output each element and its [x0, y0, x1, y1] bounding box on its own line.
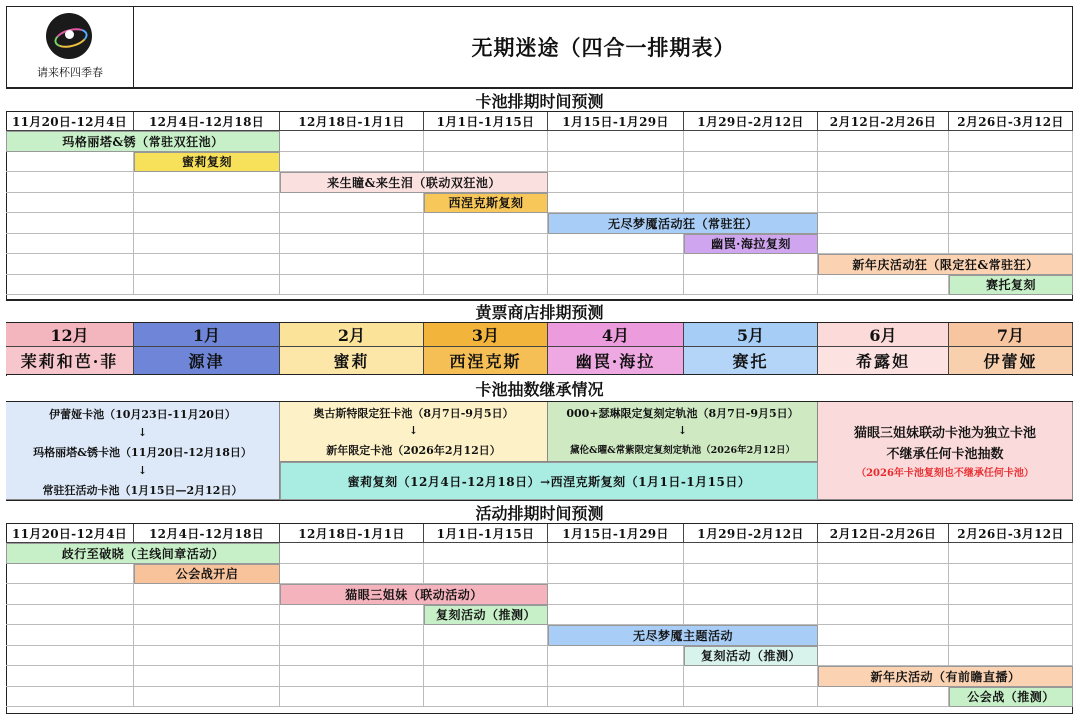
grid-cell: [424, 275, 548, 296]
grid-cell: [818, 193, 949, 214]
grid-cell: [6, 193, 134, 214]
event_schedule-bar: 复刻活动（推测）: [424, 605, 548, 626]
grid-cell: [6, 666, 134, 687]
shop-character: 蜜莉: [280, 347, 424, 375]
grid-cell: [684, 666, 818, 687]
inheritance-title: 卡池抽数继承情况: [6, 376, 1073, 402]
pool_schedule-bar: 幽罠·海拉复刻: [684, 234, 818, 255]
grid-cell: [424, 666, 548, 687]
inheritance-col3: [548, 402, 818, 462]
shop-character: 源津: [134, 347, 280, 375]
grid-cell: [818, 687, 949, 708]
inheritance-col4-col4_line1: 猫眼三姐妹联动卡池为独立卡池: [853, 426, 1036, 441]
event_schedule-column-header: 2月12日-2月26日: [818, 524, 949, 543]
pool_schedule-bar: 赛托复刻: [949, 275, 1073, 296]
grid-cell: [280, 234, 424, 255]
pool_schedule-column-header: 1月29日-2月12日: [684, 112, 818, 131]
grid-cell: [818, 605, 949, 626]
grid-cell: [548, 152, 684, 173]
inheritance-col1-line: ↓: [137, 426, 148, 439]
pool_schedule-column-header: 12月4日-12月18日: [134, 112, 280, 131]
grid-cell: [280, 666, 424, 687]
grid-cell: [280, 131, 424, 152]
inheritance-col1-line: ↓: [137, 464, 148, 477]
pool_schedule-bar: 蜜莉复刻: [134, 152, 280, 173]
grid-cell: [424, 213, 548, 234]
grid-cell: [134, 275, 280, 296]
inheritance-col1-line: 伊蕾娅卡池（10月23日-11月20日）: [49, 408, 236, 421]
shop-month: 1月: [134, 323, 280, 347]
grid-cell: [548, 193, 684, 214]
inheritance-col1: [6, 402, 280, 500]
inheritance-col2-line: ↓: [408, 424, 419, 437]
inheritance-col3-line: 黛伦&曜&常紫限定复刻定轨池（2026年2月12日）: [570, 445, 795, 456]
inheritance-bottom-bar: 蜜莉复刻（12月4日-12月18日）→西涅克斯复刻（1月1日-1月15日）: [280, 462, 818, 500]
grid-cell: [134, 625, 280, 646]
grid-cell: [280, 605, 424, 626]
event_schedule-bar: 歧行至破晓（主线间章活动）: [6, 543, 280, 564]
grid-cell: [134, 605, 280, 626]
inheritance-col4-col4_line2: 不继承任何卡池抽数: [886, 447, 1004, 462]
inheritance-col1-line: 常驻狂活动卡池（1月15日—2月12日）: [42, 484, 243, 497]
grid-cell: [6, 646, 134, 667]
grid-cell: [548, 131, 684, 152]
shop-month: 7月: [949, 323, 1073, 347]
grid-cell: [684, 193, 818, 214]
pool_schedule-column-header: 2月12日-2月26日: [818, 112, 949, 131]
event_schedule-bar: 无尽梦魇主题活动: [548, 625, 818, 646]
pool_schedule-column-header: 12月18日-1月1日: [280, 112, 424, 131]
grid-cell: [548, 172, 684, 193]
grid-cell: [424, 152, 548, 173]
shop-month: 12月: [6, 323, 134, 347]
grid-cell: [684, 172, 818, 193]
grid-cell: [684, 584, 818, 605]
event_schedule-title: 活动排期时间预测: [6, 500, 1073, 524]
inheritance-col3-line: ↓: [677, 424, 688, 437]
shop-character: 茉莉和芭·菲: [6, 347, 134, 375]
grid-cell: [424, 254, 548, 275]
grid-cell: [134, 666, 280, 687]
grid-cell: [818, 646, 949, 667]
grid-cell: [134, 193, 280, 214]
grid-cell: [949, 646, 1073, 667]
grid-cell: [6, 213, 134, 234]
grid-cell: [6, 172, 134, 193]
event_schedule-bar: 猫眼三姐妹（联动活动）: [280, 584, 548, 605]
grid-cell: [6, 152, 134, 173]
grid-cell: [548, 687, 684, 708]
grid-cell: [684, 687, 818, 708]
grid-cell: [6, 254, 134, 275]
grid-cell: [949, 543, 1073, 564]
event_schedule-bar: 复刻活动（推测）: [684, 646, 818, 667]
grid-cell: [949, 213, 1073, 234]
grid-cell: [818, 213, 949, 234]
grid-cell: [280, 646, 424, 667]
grid-cell: [684, 543, 818, 564]
grid-cell: [134, 254, 280, 275]
shop-month: 3月: [424, 323, 548, 347]
grid-cell: [548, 646, 684, 667]
grid-cell: [280, 564, 424, 585]
inheritance-col1-line: 玛格丽塔&锈卡池（11月20日-12月18日）: [33, 446, 252, 459]
event_schedule-column-header: 12月18日-1月1日: [280, 524, 424, 543]
grid-cell: [818, 625, 949, 646]
grid-cell: [6, 275, 134, 296]
shop-character: 伊蕾娅: [949, 347, 1073, 375]
grid-cell: [134, 646, 280, 667]
grid-cell: [424, 687, 548, 708]
grid-cell: [818, 131, 949, 152]
grid-cell: [424, 234, 548, 255]
inheritance-col3-line: 000+瑟琳限定复刻定轨池（8月7日-9月5日）: [566, 407, 799, 420]
grid-cell: [6, 687, 134, 708]
event_schedule-column-header: 2月26日-3月12日: [949, 524, 1073, 543]
grid-cell: [548, 254, 684, 275]
grid-cell: [548, 543, 684, 564]
shop-character: 幽罠·海拉: [548, 347, 684, 375]
grid-cell: [818, 543, 949, 564]
logo-block: [6, 6, 134, 88]
grid-cell: [684, 605, 818, 626]
inheritance-col4: [818, 402, 1073, 500]
grid-cell: [818, 584, 949, 605]
grid-cell: [949, 152, 1073, 173]
grid-cell: [949, 172, 1073, 193]
grid-cell: [949, 131, 1073, 152]
grid-cell: [134, 584, 280, 605]
grid-cell: [424, 625, 548, 646]
grid-cell: [684, 131, 818, 152]
grid-cell: [548, 275, 684, 296]
grid-cell: [818, 172, 949, 193]
shop-character: 西涅克斯: [424, 347, 548, 375]
grid-cell: [134, 234, 280, 255]
pool_schedule-bar: 无尽梦魇活动狂（常驻狂）: [548, 213, 818, 234]
shop-month: 6月: [818, 323, 949, 347]
pool_schedule-column-header: 11月20日-12月4日: [6, 112, 134, 131]
pool_schedule-column-header: 1月1日-1月15日: [424, 112, 548, 131]
grid-cell: [684, 275, 818, 296]
grid-cell: [684, 254, 818, 275]
grid-cell: [6, 234, 134, 255]
event_schedule-column-header: 1月1日-1月15日: [424, 524, 548, 543]
shop-character: 希露妲: [818, 347, 949, 375]
grid-cell: [6, 584, 134, 605]
grid-cell: [280, 543, 424, 564]
grid-cell: [818, 152, 949, 173]
logo-caption: 请来杯四季春: [37, 66, 103, 79]
pool_schedule-bar: 来生瞳&来生泪（联动双狂池）: [280, 172, 548, 193]
grid-cell: [424, 646, 548, 667]
pool_schedule-bar: 西涅克斯复刻: [424, 193, 548, 214]
grid-cell: [949, 605, 1073, 626]
event_schedule-column-header: 11月20日-12月4日: [6, 524, 134, 543]
inheritance-col2: [280, 402, 548, 462]
grid-cell: [6, 625, 134, 646]
grid-cell: [548, 564, 684, 585]
grid-cell: [134, 687, 280, 708]
page-title: 无期迷途（四合一排期表）: [134, 6, 1073, 88]
shop-title: 黄票商店排期预测: [6, 299, 1073, 323]
grid-cell: [818, 564, 949, 585]
grid-cell: [424, 543, 548, 564]
grid-cell: [280, 275, 424, 296]
grid-cell: [548, 605, 684, 626]
grid-cell: [280, 687, 424, 708]
event_schedule-bar: 公会战（推测）: [949, 687, 1073, 708]
shop-month: 4月: [548, 323, 684, 347]
grid-cell: [949, 564, 1073, 585]
grid-cell: [548, 234, 684, 255]
inheritance-col2-line: 奥古斯特限定狂卡池（8月7日-9月5日）: [313, 407, 514, 420]
event_schedule-column-header: 1月29日-2月12日: [684, 524, 818, 543]
grid-cell: [280, 193, 424, 214]
event_schedule-column-header: 12月4日-12月18日: [134, 524, 280, 543]
grid-cell: [548, 666, 684, 687]
grid-cell: [949, 625, 1073, 646]
logo-icon: [46, 13, 92, 59]
grid-cell: [6, 605, 134, 626]
grid-cell: [134, 213, 280, 234]
shop-month: 2月: [280, 323, 424, 347]
grid-cell: [280, 152, 424, 173]
pool_schedule-title: 卡池排期时间预测: [6, 88, 1073, 112]
grid-cell: [424, 131, 548, 152]
inheritance-col2-line: 新年限定卡池（2026年2月12日）: [326, 444, 501, 457]
grid-cell: [949, 234, 1073, 255]
event_schedule-bar: 新年庆活动（有前瞻直播）: [818, 666, 1073, 687]
event_schedule-bar: 公会战开启: [134, 564, 280, 585]
grid-cell: [949, 584, 1073, 605]
grid-cell: [280, 625, 424, 646]
grid-cell: [6, 564, 134, 585]
grid-cell: [134, 172, 280, 193]
grid-cell: [280, 254, 424, 275]
grid-cell: [684, 152, 818, 173]
grid-cell: [424, 564, 548, 585]
pool_schedule-bar: 玛格丽塔&锈（常驻双狂池）: [6, 131, 280, 152]
grid-cell: [818, 234, 949, 255]
grid-cell: [280, 213, 424, 234]
pool_schedule-column-header: 1月15日-1月29日: [548, 112, 684, 131]
shop-character: 赛托: [684, 347, 818, 375]
event_schedule-column-header: 1月15日-1月29日: [548, 524, 684, 543]
inheritance-col4-col4_note: （2026年卡池复刻也不继承任何卡池）: [856, 468, 1034, 479]
grid-cell: [818, 275, 949, 296]
grid-cell: [684, 564, 818, 585]
pool_schedule-column-header: 2月26日-3月12日: [949, 112, 1073, 131]
grid-cell: [548, 584, 684, 605]
pool_schedule-bar: 新年庆活动狂（限定狂&常驻狂）: [818, 254, 1073, 275]
grid-cell: [949, 193, 1073, 214]
shop-month: 5月: [684, 323, 818, 347]
